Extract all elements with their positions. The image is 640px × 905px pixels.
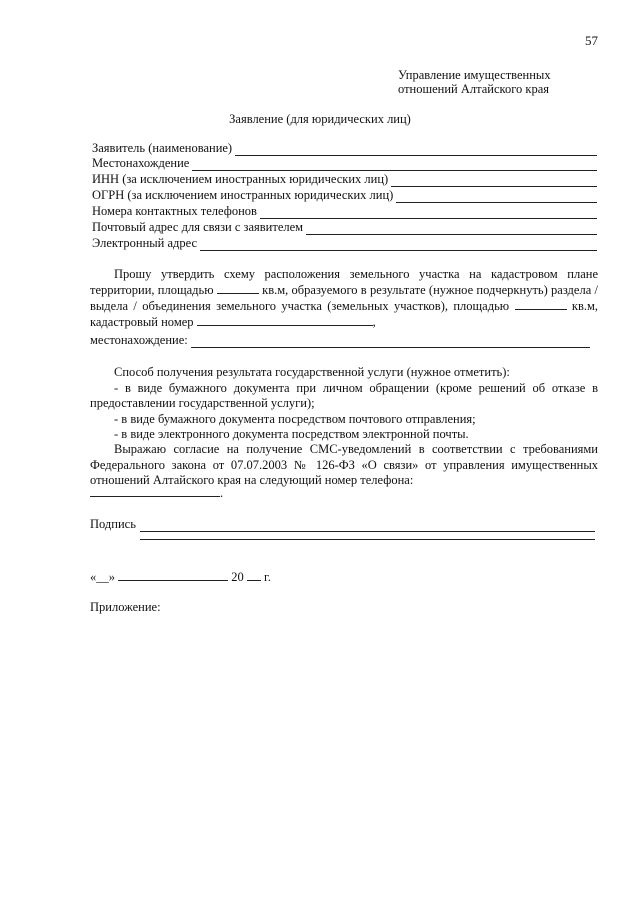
method-option-email[interactable]: - в виде электронного документа посредством электронной почты.	[114, 427, 469, 441]
fill-line[interactable]	[306, 223, 597, 235]
field-label: ОГРН (за исключением иностранных юридических лиц)	[92, 188, 394, 202]
field-inn[interactable]	[92, 172, 597, 187]
fill-line[interactable]	[200, 239, 597, 251]
request-text-3: кв.м, кадастровый номер	[90, 299, 599, 329]
signature-label: Подпись	[90, 517, 136, 531]
sms-phone-blank[interactable]	[90, 486, 220, 497]
date-year-prefix: 20	[231, 570, 244, 584]
request-comma: ,	[372, 315, 376, 329]
field-label: Электронный адрес	[92, 236, 198, 250]
sms-end-dot: .	[220, 486, 224, 500]
field-ogrn[interactable]	[92, 188, 597, 203]
addressee-line-1: Управление имущественных	[398, 68, 551, 82]
sms-consent-text: Выражаю согласие на получение СМС-уведомлений в соответствии с требованиями Федерального закона от 07.07.2003 № 126-ФЗ «О связи» от управления имущественных отношений Алтайского края на следующий номер телефона:	[90, 442, 598, 487]
fill-line[interactable]	[191, 336, 590, 348]
field-label: Почтовый адрес для связи с заявителем	[92, 220, 304, 234]
fill-line[interactable]	[192, 159, 597, 171]
sms-consent-paragraph	[90, 442, 598, 489]
field-location[interactable]	[92, 156, 597, 171]
date-day[interactable]: «__»	[90, 570, 115, 584]
area-blank-2[interactable]	[515, 299, 567, 310]
method-heading: Способ получения результата государственной услуги (нужное отметить):	[114, 365, 510, 379]
addressee-line-2: отношений Алтайского края	[398, 82, 550, 96]
field-label: ИНН (за исключением иностранных юридических лиц)	[92, 172, 389, 186]
fill-line[interactable]	[391, 175, 597, 187]
field-label: Номера контактных телефонов	[92, 204, 257, 218]
field-label: Заявитель (наименование)	[92, 141, 233, 155]
date-year-blank[interactable]	[247, 570, 261, 581]
signature-line-2	[140, 539, 595, 540]
field-phones[interactable]	[92, 204, 597, 219]
field-email[interactable]	[92, 236, 597, 251]
request-paragraph	[90, 266, 598, 330]
request-text-2: кв.м, образуемого в результате (нужное подчеркнуть) раздела / выдела / объединения земельного участка (земельных участков), площадью	[90, 283, 599, 313]
appendix-label: Приложение:	[90, 600, 161, 614]
request-text-5: местонахождение:	[90, 333, 188, 347]
date-year-suffix: г.	[264, 570, 271, 584]
fill-line[interactable]	[260, 207, 597, 219]
fill-line[interactable]	[396, 191, 597, 203]
request-text-1: Прошу утвердить схему расположения земельного участка на кадастровом плане территории, площадью	[90, 267, 598, 297]
page-number: 57	[585, 33, 598, 48]
date-row[interactable]	[90, 570, 271, 585]
document-title: Заявление (для юридических лиц)	[229, 112, 411, 126]
date-month-blank[interactable]	[118, 570, 228, 581]
field-applicant-name[interactable]	[92, 141, 597, 156]
method-option-paper-mail[interactable]: - в виде бумажного документа посредством почтового отправления;	[114, 411, 476, 426]
cadastral-number-blank[interactable]	[197, 315, 373, 326]
addressee	[398, 68, 598, 96]
signature-line[interactable]	[140, 520, 595, 532]
field-parcel-location[interactable]	[90, 333, 590, 348]
fill-line[interactable]	[235, 144, 597, 156]
area-blank-1[interactable]	[217, 283, 259, 294]
method-section	[90, 365, 598, 443]
sms-phone-row[interactable]	[90, 486, 223, 501]
method-option-paper-in-person[interactable]: - в виде бумажного документа при личном обращении (кроме решений об отказе в предоставлении государственной услуги);	[90, 380, 598, 410]
signature-row[interactable]	[90, 517, 595, 532]
field-postal-address[interactable]	[92, 220, 597, 235]
field-label: Местонахождение	[92, 156, 190, 170]
